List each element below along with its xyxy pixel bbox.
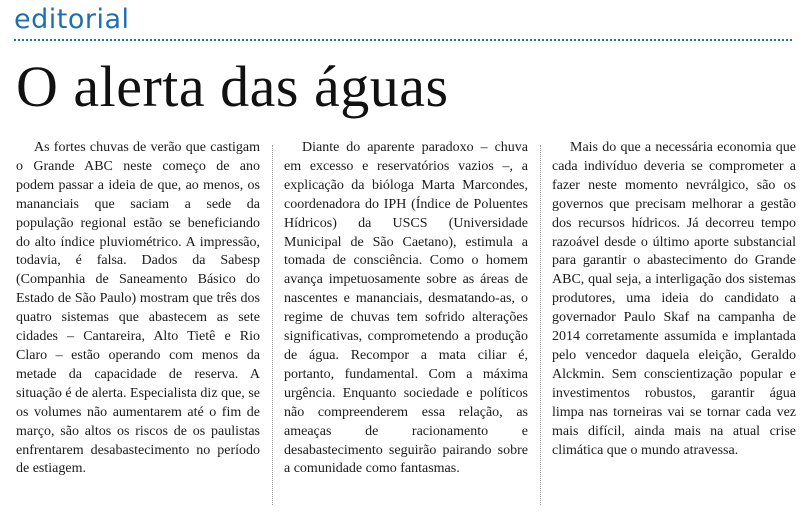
section-label: editorial	[14, 4, 130, 35]
column-1	[16, 139, 260, 519]
column-divider	[540, 145, 541, 505]
paragraph-3: Mais do que a necessária economia que cada indivíduo deveria se comprometer a fazer neste momento nevrálgico, são os governos que precisam melhorar a gestão dos recursos hídricos. Já decorreu tempo razoável desde o último aporte substancial para garantir o abastecimento do Grande ABC, qual seja, a interligação dos sistemas produtores, uma ideia do candidato a governador Paulo Skaf na campanha de 2014 corretamente assumida e implantada pelo vencedor daquela eleição, Geraldo Alckmin. Sem conscientização popular e investimentos robustos, garantir água limpa nas torneiras vai se tornar cada vez mais difícil, ainda mais na atual crise climática que o mundo atravessa.	[552, 140, 796, 458]
paragraph-1: As fortes chuvas de verão que castigam o Grande ABC neste começo de ano podem passar a ideia de que, ao menos, os mananciais que saciam a sede da população regional estão se beneficiando do alto índice pluviométrico. A impressão, todavia, é falsa. Dados da Sabesp (Companhia de Saneamento Básico do Estado de São Paulo) mostram que três dos quatro sistemas que abastecem as sete cidades – Cantareira, Alto Tietê e Rio Claro – estão operando com menos da metade da capacidade de reserva. A situação é de alerta. Especialista diz que, se os volumes não aumentarem até o fim de março, são altos os riscos de os paulistas enfrentarem desabastecimento no período de estiagem.	[16, 140, 260, 477]
section-divider	[14, 39, 792, 41]
paragraph-2: Diante do aparente paradoxo – chuva em excesso e reservatórios vazios –, a explicação da bióloga Marta Marcondes, coordenadora do IPH (Índice de Poluentes Hídricos) da USCS (Universidade Municipal de São Caetano), estimula a tomada de consciência. Como o homem avança impetuosamente sobre as áreas de nascentes e mananciais, desmatando-as, o regime de chuvas tem sofrido alterações significativas, comprometendo a produção de água. Recompor a mata ciliar é, portanto, fundamental. Com a máxima urgência. Enquanto sociedade e políticos não compreenderem essa relação, as ameaças de racionamento e desabastecimento seguirão pairando sobre a comunidade como fantasmas.	[284, 140, 528, 477]
article-body	[16, 139, 796, 519]
headline: O alerta das águas	[16, 54, 449, 119]
column-divider	[272, 145, 273, 505]
column-2	[284, 139, 528, 519]
column-3	[552, 139, 796, 519]
